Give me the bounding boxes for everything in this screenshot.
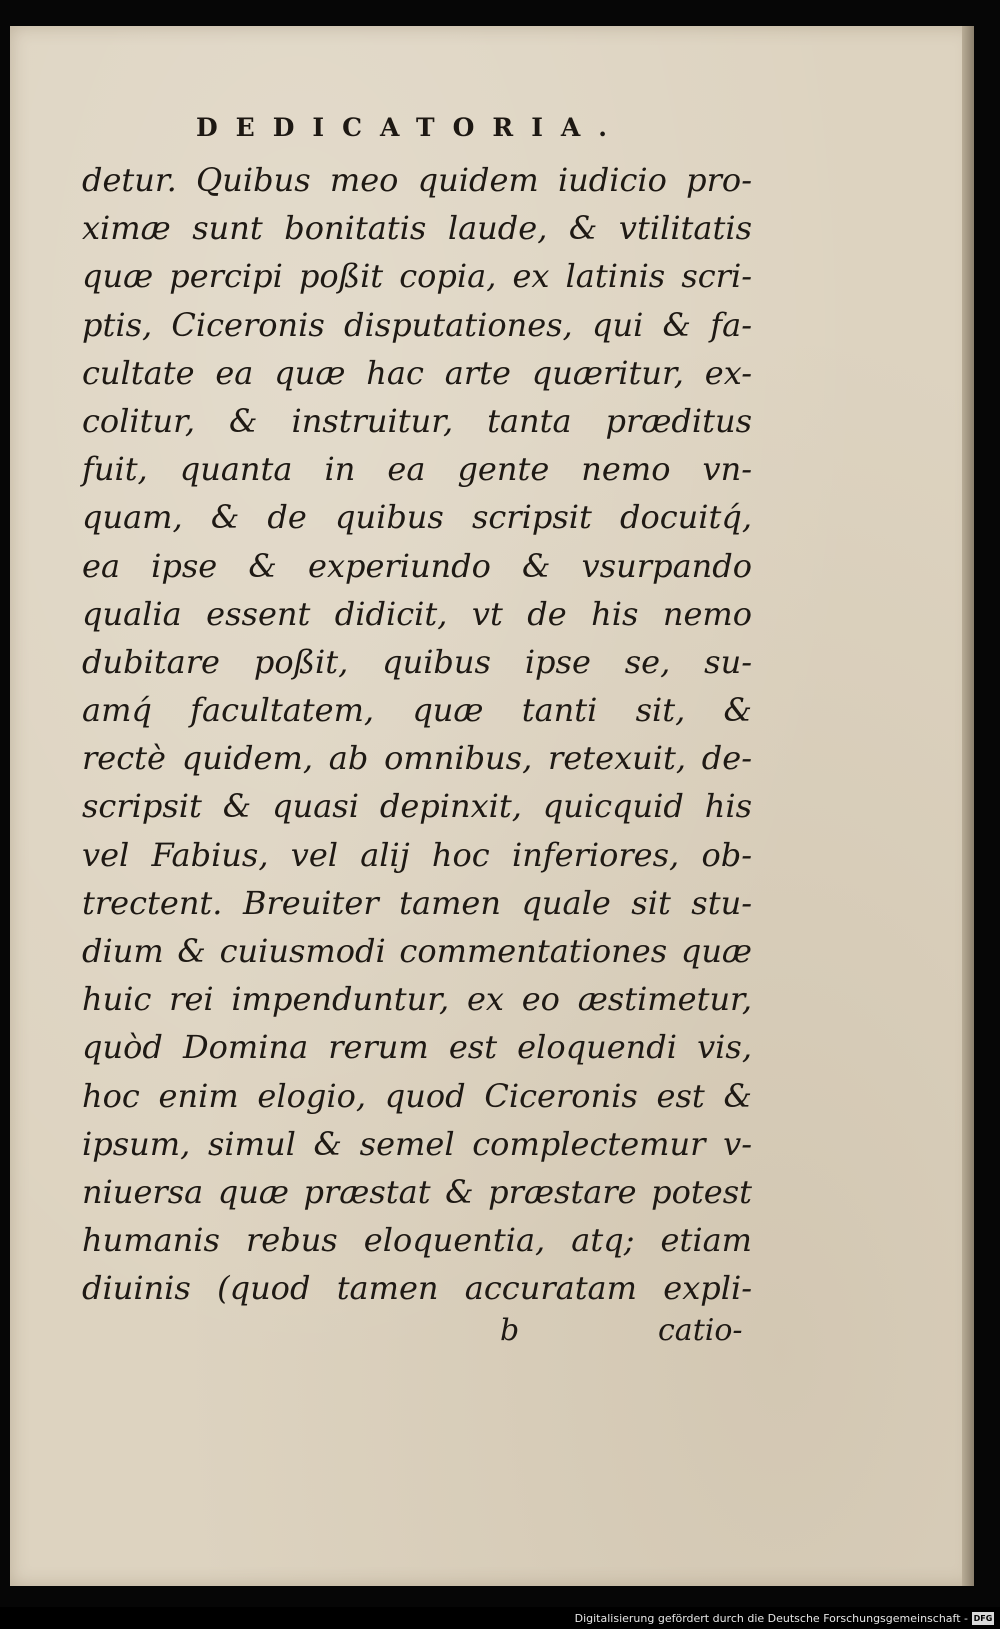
funding-credit: Digitalisierung gefördert durch die Deutsche Forschungsgemeinschaft - [574,1612,968,1625]
text-line: detur. Quibus meo quidem iudicio pro- [82,161,752,199]
text-line: dubitare poßit, quibus ipse se, su- [82,642,752,681]
text-line: rectè quidem, ab omnibus, retexuit, de- [82,739,752,778]
body-text [82,156,752,1313]
text-line: huic rei impenduntur, ex eo æstimetur, [82,980,752,1019]
text-line: ea ipse & experiundo & vsurpando [82,546,752,585]
text-line: diuinis (quod tamen accuratam expli- [82,1269,752,1308]
text-line: qualia essent didicit, vt de his nemo [82,594,752,633]
text-line: ximæ sunt bonitatis laude, & vtilitatis [82,209,752,248]
text-line: trectent. Breuiter tamen quale sit stu- [82,883,752,922]
text-line: niuersa quæ præstat & præstare potest [82,1172,752,1211]
text-line: quæ percipi poßit copia, ex latinis scri- [82,257,752,296]
text-line: ipsum, simul & semel complectemur v- [82,1124,752,1163]
text-line: quam, & de quibus scripsit docuitq́, [82,498,752,537]
text-line: fuit, quanta in ea gente nemo vn- [82,450,752,489]
text-line: colitur, & instruitur, tanta præditus [82,401,752,440]
running-head: DEDICATORIA. [196,113,625,142]
text-line: quòd Domina rerum est eloquendi vis, [82,1028,752,1067]
text-line: humanis rebus eloquentia, atq; etiam [82,1221,752,1260]
text-line: cultate ea quæ hac arte quæritur, ex- [82,353,752,392]
catchword: catio- [658,1313,743,1348]
page-edge [962,26,974,1586]
text-line: dium & cuiusmodi commentationes quæ [82,932,752,970]
text-line: amq́ facultatem, quæ tanti sit, & [82,691,752,730]
text-line: ptis, Ciceronis disputationes, qui & fa- [82,305,752,344]
dfg-logo: DFG [973,1614,993,1623]
signature-mark: b [500,1313,520,1348]
footer-bar [0,1607,1000,1629]
text-line: hoc enim elogio, quod Ciceronis est & [82,1076,752,1115]
text-line: vel Fabius, vel alij hoc inferiores, ob- [82,835,752,874]
text-line: scripsit & quasi depinxit, quicquid his [82,787,752,826]
